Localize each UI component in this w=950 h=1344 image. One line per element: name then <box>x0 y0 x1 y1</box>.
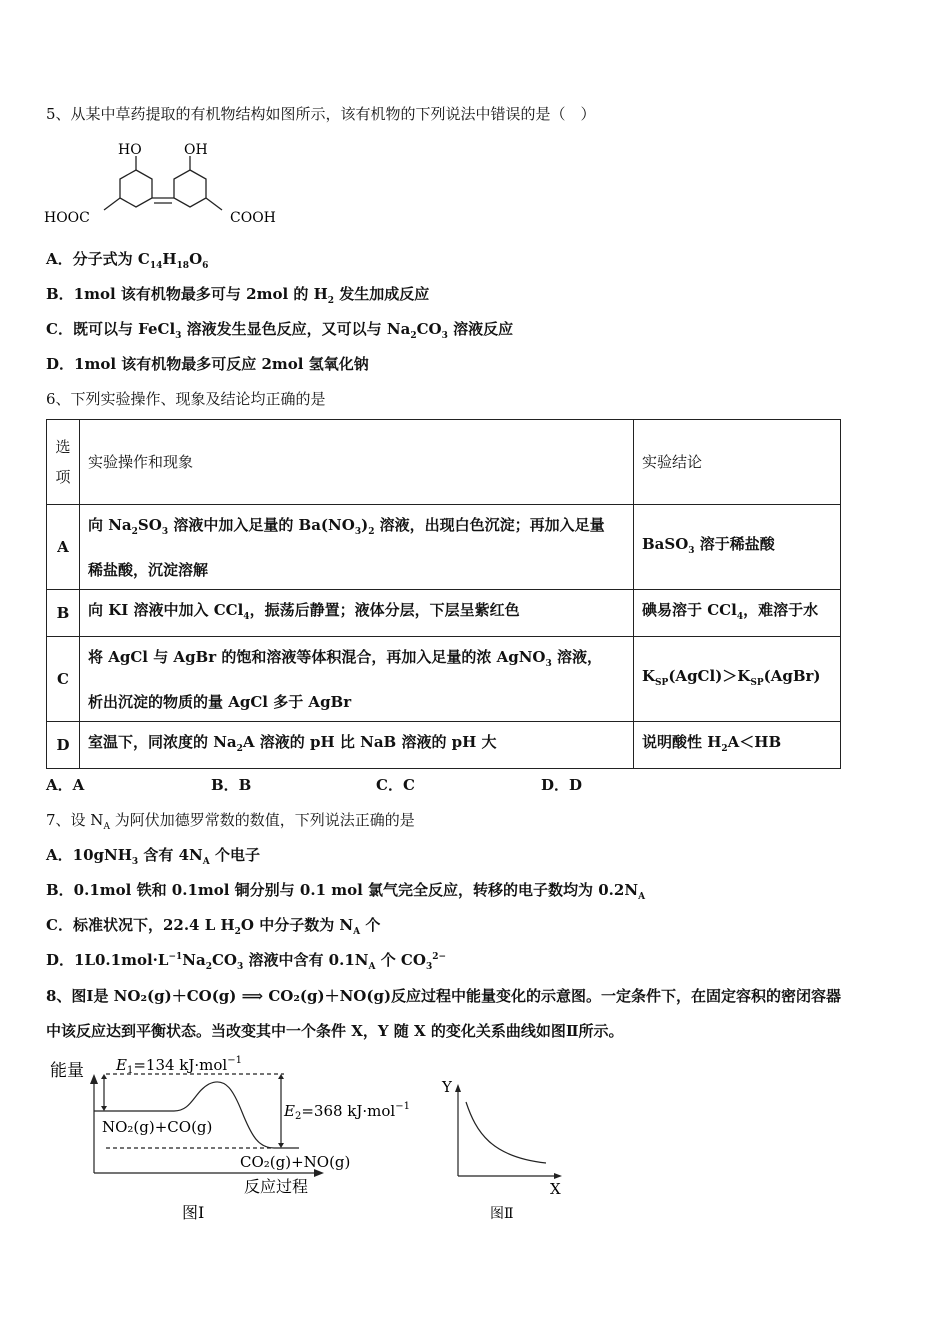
fig1-xlabel: 反应过程 <box>244 1177 309 1196</box>
fig1-e1-label: $E_1=134$ kJ·mol$^{-1}$ <box>116 1055 242 1076</box>
table-row <box>47 590 841 637</box>
q7-option-d: D．$1L0.1mol\cdot L^{-1}Na_2CO_3$ 溶液中含有 $0.1N_A$ 个 $CO_3^{2-}$ <box>46 951 447 972</box>
structure-label-oh: OH <box>184 142 208 158</box>
row-operation: 向 $Na_2SO_3$ 溶液中加入足量的 $Ba(NO_3)_2$ 溶液，出现白色沉淀；再加入足量 稀盐酸，沉淀溶解 <box>80 505 634 590</box>
choice-d: D．D <box>541 776 583 794</box>
q6-table <box>46 419 841 769</box>
row-key: C <box>47 637 80 722</box>
fig1-e2-label: $E_2=368$ kJ·mol$^{-1}$ <box>284 1101 410 1122</box>
q5-option-c: C．既可以与 FeCl$_3$ 溶液发生显色反应，又可以与 $Na_2CO_3$ 溶液反应 <box>46 320 514 341</box>
choice-a: A．A <box>46 776 85 794</box>
q8-line-1: 8、图Ⅰ是 NO₂(g)＋CO(g) ⟹ CO₂(g)＋NO(g)反应过程中能量变化的示意图。一定条件下，在固定容积的密闭容器 <box>46 987 842 1005</box>
fig2-xlabel: X <box>550 1180 561 1198</box>
fig1-reactants-label: NO₂(g)+CO(g) <box>102 1118 213 1136</box>
table-row <box>47 637 841 722</box>
structure-label-hooc: HOOC <box>44 210 90 226</box>
header-operation: 实验操作和现象 <box>80 420 634 505</box>
header-option: 选 项 <box>47 420 80 505</box>
table-row <box>47 722 841 769</box>
q5-option-d: D．1mol 该有机物最多可反应 2mol 氢氧化钠 <box>46 355 369 373</box>
row-operation: 室温下，同浓度的 $Na_2A$ 溶液的 pH 比 NaB 溶液的 pH 大 <box>80 722 634 769</box>
q8-line-2: 中该反应达到平衡状态。当改变其中一个条件 X，Y 随 X 的变化关系曲线如图Ⅱ所示。 <box>46 1022 624 1040</box>
q7-stem: 7、设 $N_A$ 为阿伏加德罗常数的数值，下列说法正确的是 <box>46 811 415 832</box>
q7-option-b: B．0.1mol 铁和 0.1mol 铜分别与 0.1 mol 氯气完全反应，转移的电子数均为 $0.2N_A$ <box>46 881 646 902</box>
row-key: B <box>47 590 80 637</box>
row-key: A <box>47 505 80 590</box>
row-operation: 向 KI 溶液中加入 CCl$_4$，振荡后静置；液体分层，下层呈紫红色 <box>80 590 634 637</box>
fig2-ylabel: Y <box>442 1078 452 1096</box>
energy-diagram-figure-1 <box>44 1052 434 1227</box>
choice-c: C．C <box>376 776 415 794</box>
table-header-row <box>47 420 841 505</box>
q5-stem: 5、从某中草药提取的有机物结构如图所示，该有机物的下列说法中错误的是（ ） <box>46 105 596 123</box>
q6-stem: 6、下列实验操作、现象及结论均正确的是 <box>46 390 326 408</box>
q7-option-c: C．标准状况下，22.4 L $H_2O$ 中分子数为 $N_A$ 个 <box>46 916 381 937</box>
curve-diagram-figure-2 <box>436 1072 576 1227</box>
row-conclusion: BaSO$_3$ 溶于稀盐酸 <box>634 505 841 590</box>
table-row <box>47 505 841 590</box>
q5-option-a: A．分子式为 $C_{14}H_{18}O_6$ <box>46 250 209 271</box>
row-conclusion: 碘易溶于 CCl$_4$，难溶于水 <box>634 590 841 637</box>
fig1-caption: 图Ⅰ <box>182 1203 205 1222</box>
choice-b: B．B <box>211 776 252 794</box>
q5-option-b: B．1mol 该有机物最多可与 2mol 的 $H_2$ 发生加成反应 <box>46 285 430 306</box>
fig2-caption: 图Ⅱ <box>490 1206 514 1222</box>
fig1-products-label: CO₂(g)+NO(g) <box>240 1153 351 1171</box>
row-conclusion: $K_{SP}(AgCl)>K_{SP}(AgBr)$ <box>634 637 841 722</box>
q7-option-a: A．10gNH$_3$ 含有 $4N_A$ 个电子 <box>46 846 260 867</box>
structure-label-ho: HO <box>118 142 142 158</box>
row-conclusion: 说明酸性 $H_2A<HB$ <box>634 722 841 769</box>
organic-structure-diagram <box>40 140 300 235</box>
header-conclusion: 实验结论 <box>634 420 841 505</box>
row-key: D <box>47 722 80 769</box>
row-operation: 将 AgCl 与 AgBr 的饱和溶液等体积混合，再加入足量的浓 AgNO$_3$ 溶液， 析出沉淀的物质的量 AgCl 多于 AgBr <box>80 637 634 722</box>
structure-label-cooh: COOH <box>230 210 276 226</box>
fig1-ylabel: 能量 <box>50 1061 84 1081</box>
